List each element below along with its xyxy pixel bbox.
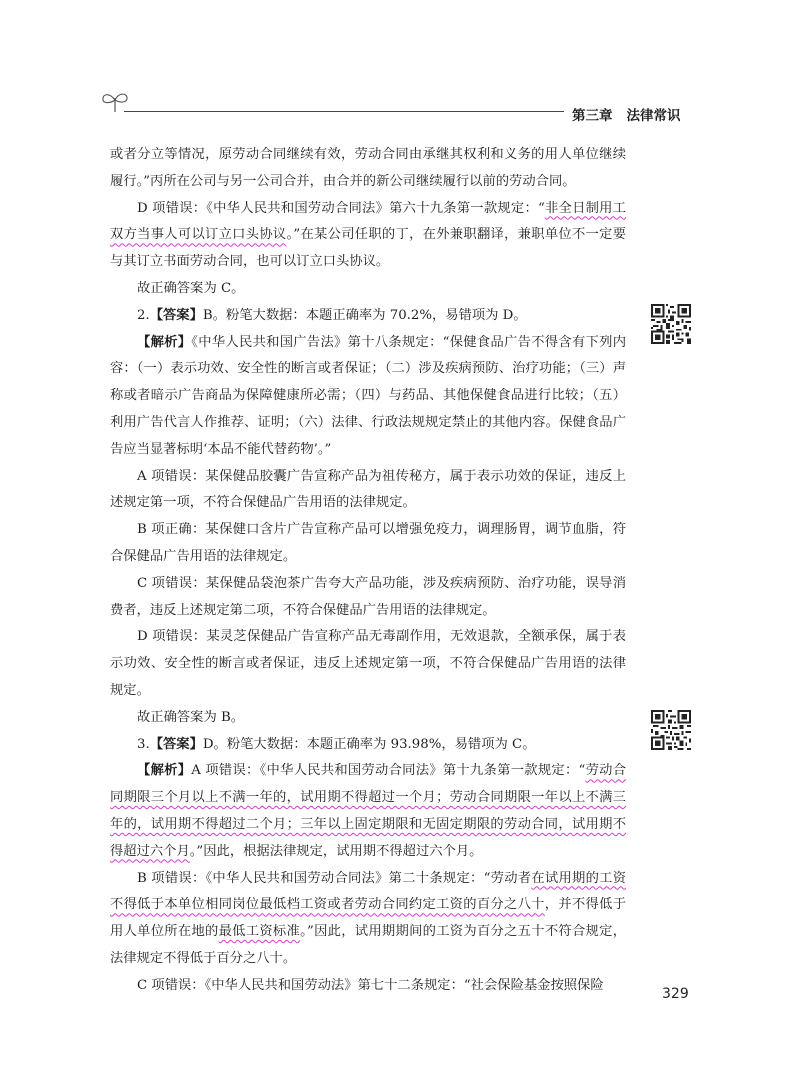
answer-text: B。粉笔大数据：本题正确率为 70.2%，易错项为 D。 (202, 307, 527, 323)
page-body (110, 142, 626, 1000)
qr-code-icon (651, 304, 691, 344)
page-header (0, 0, 800, 130)
answer-label: 【答案】 (149, 736, 203, 752)
conclusion: 故正确答案为 B。 (137, 709, 245, 725)
annotated-text: 最低工资标准 (218, 924, 301, 940)
header-rule (124, 111, 564, 112)
analysis-label: 【解析】 (137, 763, 192, 779)
option-analysis: C 项错误：《中华人民共和国劳动法》第七十二条规定：“社会保险基金按照保险 (137, 977, 604, 993)
option-analysis: B 项错误：《中华人民共和国劳动合同法》第二十条规定：“劳动者在试用期的工资不得低于本单位相同岗位最低档工资或者劳动合同约定工资的百分之八十，并不得低于用人单位所在地的最低工资标准。”因此，试用期期间的工资为百分之五十不符合规定，法律规定不得低于百分之八十。 (110, 870, 627, 966)
answer-label: 【答案】 (149, 307, 203, 323)
annotated-text: 非全日制用工双方当事人可以订立口头协议 (110, 200, 626, 243)
page-number: 329 (662, 986, 689, 1002)
answer-line (110, 732, 626, 759)
annotated-text: 在试用期的工资不得低于本单位相同岗位最低档工资或者劳动合同约定工资的百分之八十 (110, 870, 626, 913)
option-analysis: C 项错误：某保健品袋泡茶广告夸大产品功能，涉及疾病预防、治疗功能，误导消费者，违反上述规定第二项，不符合保健品广告用语的法律规定。 (110, 575, 626, 618)
chapter-title: 法律常识 (626, 108, 681, 124)
chapter-number: 第三章 (572, 108, 613, 124)
paragraph: 或者分立等情况，原劳动合同继续有效，劳动合同由承继其权利和义务的用人单位继续履行。”丙所在公司与另一公司合并，由合并的新公司继续履行以前的劳动合同。 (110, 147, 626, 189)
paragraph: D 项错误：《中华人民共和国劳动合同法》第六十九条第一款规定：“非全日制用工双方当事人可以订立口头协议。”在某公司任职的丁，在外兼职翻译，兼职单位不一定要与其订立书面劳动合同，也可以订立口头协议。 (110, 200, 627, 270)
analysis-paragraph: 【解析】《中华人民共和国广告法》第十八条规定：“保健食品广告不得含有下列内容：（一）表示功效、安全性的断言或者保证；（二）涉及疾病预防、治疗功能；（三）声称或者暗示广告商品为保障健康所必需；（四）与药品、其他保健食品进行比较；（五）利用广告代言人作推荐、证明；（六）法律、行政法规规定禁止的其他内容。保健食品广告应当显著标明‘本品不能代替药物’。” (110, 334, 627, 457)
analysis-paragraph: 【解析】A 项错误：《中华人民共和国劳动合同法》第十九条第一款规定：“劳动合同期限三个月以上不满一年的，试用期不得超过一个月；劳动合同期限一年以上不满三年的，试用期不得超过二个月；三年以上固定期限和无固定期限的劳动合同，试用期不得超过六个月。”因此，根据法律规定，试用期不得超过六个月。 (110, 763, 627, 859)
analysis-label: 【解析】 (137, 334, 192, 350)
option-analysis: D 项错误：某灵芝保健品广告宣称产品无毒副作用，无效退款，全额承保，属于表示功效、安全性的断言或者保证，违反上述规定第一项，不符合保健品广告用语的法律规定。 (110, 629, 626, 698)
answer-text: D。粉笔大数据：本题正确率为 93.98%，易错项为 C。 (202, 736, 536, 752)
option-analysis: A 项错误：某保健品胶囊广告宣称产品为祖传秘方，属于表示功效的保证，违反上述规定第一项，不符合保健品广告用语的法律规定。 (110, 468, 626, 511)
qr-code-icon (651, 710, 691, 750)
question-number: 2. (137, 307, 150, 323)
chapter-heading (572, 104, 681, 126)
question-number: 3. (137, 736, 150, 752)
option-analysis: B 项正确：某保健口含片广告宣称产品可以增强免疫力，调理肠胃，调节血脂，符合保健品广告用语的法律规定。 (110, 522, 626, 564)
annotated-text: 劳动合同期限三个月以上不满一年的，试用期不得超过一个月；劳动合同期限一年以上不满三年的，试用期不得超过二个月；三年以上固定期限和无固定期限的劳动合同，试用期不得超过六个月 (110, 763, 627, 859)
conclusion: 故正确答案为 C。 (137, 280, 245, 296)
answer-line (110, 303, 626, 330)
